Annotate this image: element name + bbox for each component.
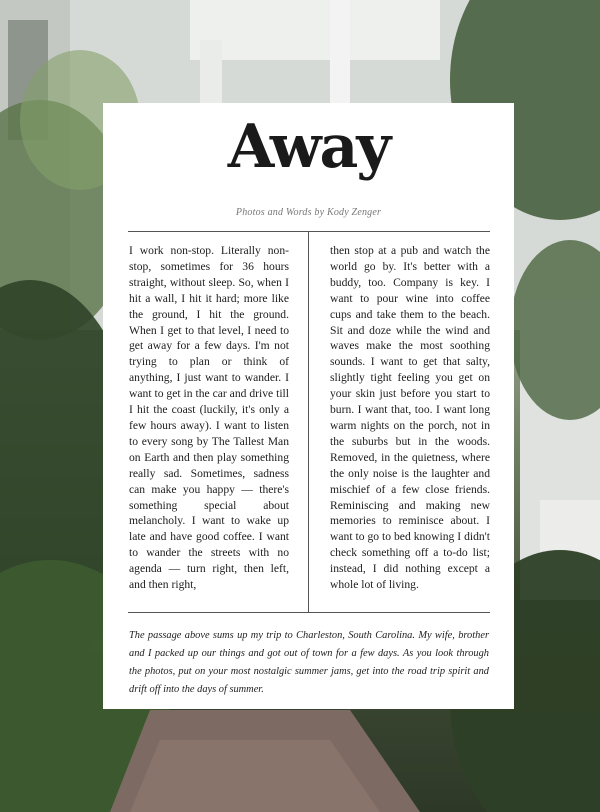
article-caption: The passage above sums up my trip to Charleston, South Carolina. My wife, brother and I packed up our things and got out of town for a few days. As you look through the photos, put on your most nostalgic summer jams, get into the road trip spirit and drift off into the days of summer. [129,630,489,695]
article-byline: Photos and Words by Kody Zenger [235,207,382,218]
top-rule [128,231,490,232]
article-column-right: then stop at a pub and watch the world go by. It's better with a buddy, too. Company is key. I want to pour wine into coffee cups and take them to the beach. Sit and doze while the wind and waves make the most soothing sounds. I want to get that salty, slightly tight feeling you get on your skin just before you start to burn. I want that, too. I want long warm nights on the porch, not in the suburbs but in the woods. Removed, in the quietness, where the only noise is the laughter and mischief of a few close friends. Reminiscing and making new memories to reminisce about. I want to go to bed knowing I didn't check something off a to-do list; instead, I did nothing except a whole lot of living. [330,244,490,592]
article-column-left: I work non-stop. Literally non-stop, sometimes for 36 hours straight, without sleep. So, when I hit a wall, I hit it hard; more like the ground, I hit the ground. When I get to that level, I need to get away for a few days. I'm not trying to plan or think of anything, I just want to wander. I want to get in the car and drive till I hit the coast (luckily, it's only a few hours away). I want to listen to every song by The Tallest Man on Earth and then play something really sad. Sometimes, sadness can make you happy — there's something special about melancholy. I want to wake up late and have good coffee. I want to wander the streets with no agenda — turn right, then left, and then right, [129,244,289,592]
bottom-rule [128,612,490,613]
article-title: Away [227,112,390,182]
column-divider [308,231,309,613]
article-card [103,103,514,709]
